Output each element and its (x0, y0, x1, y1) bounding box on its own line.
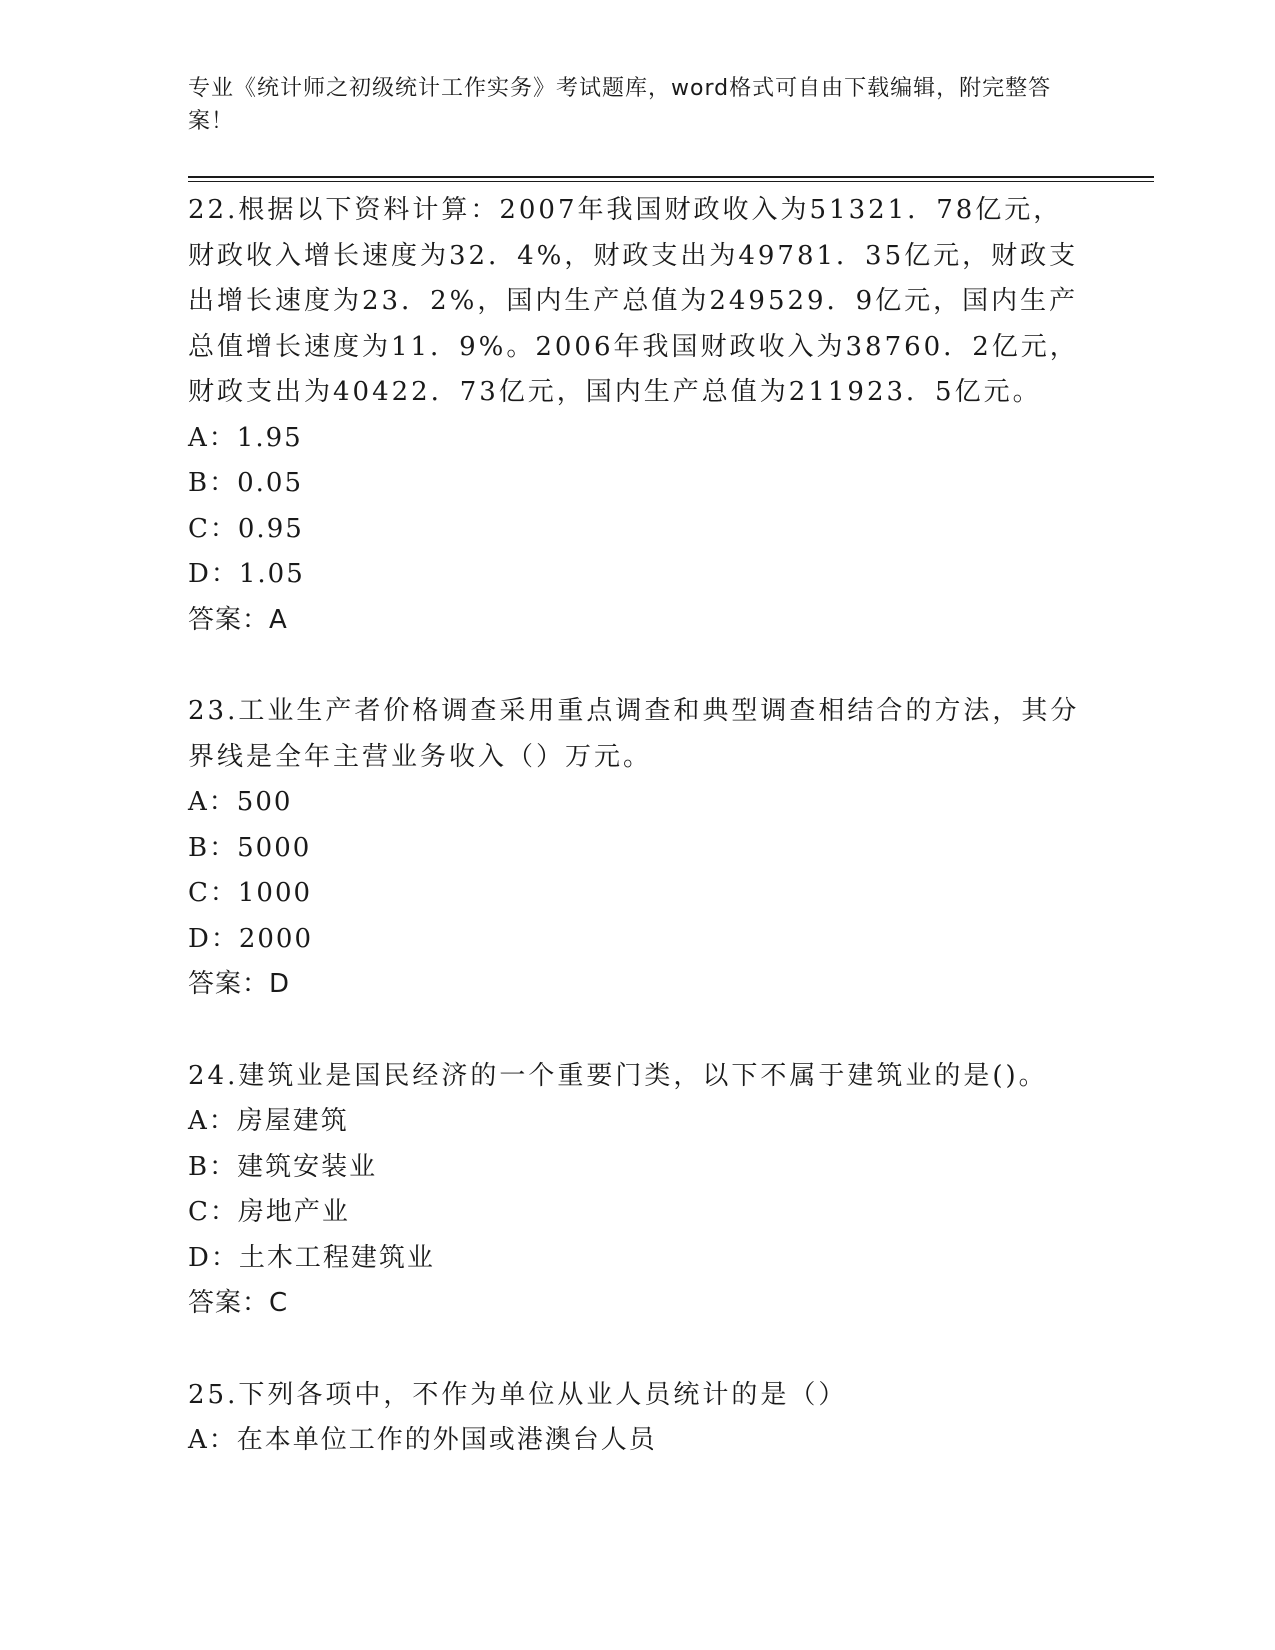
question-spacer (188, 1327, 1088, 1373)
question-spacer (188, 643, 1088, 689)
option-d: D：2000 (188, 923, 314, 954)
document-header: 专业《统计师之初级统计工作实务》考试题库，word格式可自由下载编辑，附完整答案！ (188, 76, 1052, 134)
option-b: B：0.05 (188, 468, 303, 498)
answer-line: 答案：D (188, 969, 291, 999)
question-22 (188, 188, 1088, 643)
header-divider-thin (188, 181, 1154, 182)
option-b: B：建筑安装业 (188, 1151, 378, 1182)
option-c: C：房地产业 (188, 1197, 350, 1227)
question-25 (188, 1373, 1088, 1464)
option-a: A：在本单位工作的外国或港澳台人员 (188, 1425, 657, 1455)
header-divider-thick (188, 176, 1154, 178)
option-b: B：5000 (188, 832, 312, 863)
question-24 (188, 1054, 1088, 1327)
option-a: A：1.95 (188, 422, 303, 453)
option-d: D：土木工程建筑业 (188, 1242, 435, 1273)
option-c: C：0.95 (188, 513, 304, 544)
question-23 (188, 689, 1088, 1008)
question-stem: 25.下列各项中，不作为单位从业人员统计的是（） (188, 1379, 848, 1410)
option-d: D：1.05 (188, 559, 305, 589)
question-stem: 23.工业生产者价格调查采用重点调查和典型调查相结合的方法，其分界线是全年主营业务收入（）万元。 (188, 696, 1080, 772)
answer-line: 答案：A (188, 604, 288, 635)
question-stem: 22.根据以下资料计算：2007年我国财政收入为51321．78亿元，财政收入增长速度为32．4%，财政支出为49781．35亿元，财政支出增长速度为23．2%，国内生产总值为249529．9亿元，国内生产总值增长速度为11．9%。2006年我国财政收入为38760．2亿元，财政支出为40422．73亿元，国内生产总值为211923．5亿元。 (188, 195, 1079, 407)
question-list (188, 188, 1088, 1464)
question-stem: 24.建筑业是国民经济的一个重要门类，以下不属于建筑业的是()。 (188, 1060, 1048, 1091)
option-a: A：500 (188, 787, 293, 817)
answer-line: 答案：C (188, 1288, 289, 1318)
question-spacer (188, 1008, 1088, 1054)
option-c: C：1000 (188, 878, 313, 908)
option-a: A：房屋建筑 (188, 1106, 349, 1136)
